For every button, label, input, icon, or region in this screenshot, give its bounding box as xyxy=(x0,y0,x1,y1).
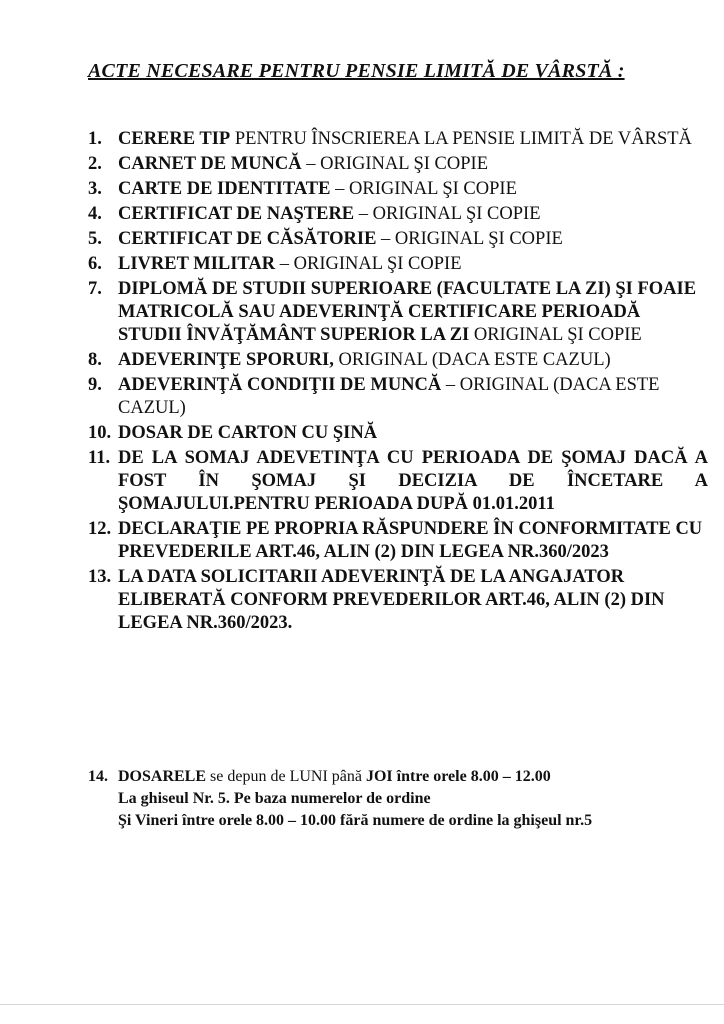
list-item xyxy=(88,203,708,226)
item-number: 5. xyxy=(88,229,102,249)
schedule-text: Vineri între orele 8.00 – 10.00 fără numere de ordine la ghişeul nr.5 xyxy=(131,812,593,829)
list-item xyxy=(88,228,708,251)
list-item xyxy=(88,349,708,372)
item-number: 11. xyxy=(88,448,111,468)
list-item xyxy=(88,278,708,347)
scan-edge-divider xyxy=(0,1004,724,1005)
item-number: 13. xyxy=(88,567,112,587)
schedule-bold-text: Şi xyxy=(118,812,132,829)
item-text: – ORIGINAL (DACA ESTE CAZUL) xyxy=(118,375,660,418)
list-item xyxy=(88,128,708,151)
item-text: – ORIGINAL ŞI COPIE xyxy=(330,179,517,199)
item-number: 14. xyxy=(88,768,108,785)
item-text: – ORIGINAL ŞI COPIE xyxy=(376,229,563,249)
item-text: – ORIGINAL ŞI COPIE xyxy=(301,154,489,174)
item-bold-text: LIVRET MILITAR xyxy=(118,254,276,274)
list-item xyxy=(88,518,708,564)
list-item xyxy=(88,422,708,445)
list-item xyxy=(88,153,708,176)
list-item xyxy=(88,178,708,201)
item-number: 2. xyxy=(88,154,102,174)
schedule-line-3 xyxy=(88,810,718,832)
list-item xyxy=(88,447,708,516)
item-bold-text: DECLARAŢIE PE PROPRIA RĂSPUNDERE ÎN CONFORMITATE CU PREVEDERILE ART.46, ALIN (2) DIN LEGEA NR.360/2023 xyxy=(118,519,703,562)
item-number: 9. xyxy=(88,375,102,395)
item-number: 8. xyxy=(88,350,102,370)
item-bold-text: ADEVERINŢE SPORURI, xyxy=(118,350,334,370)
schedule-text: se depun de LUNI până xyxy=(206,768,366,785)
schedule-note xyxy=(88,766,718,832)
list-item xyxy=(88,253,708,276)
list-item xyxy=(88,566,708,635)
item-bold-text: DOSAR DE CARTON CU ŞINĂ xyxy=(118,423,378,443)
schedule-bold-text: JOI xyxy=(365,768,393,785)
item-bold-text: DE LA SOMAJ ADEVETINŢA CU PERIOADA DE ŞOMAJ DACĂ A FOST ÎN ŞOMAJ ŞI DECIZIA DE ÎNCETARE A ŞOMAJULUI.PENTRU PERIOADA DUPĂ 01.01.2011 xyxy=(118,448,708,514)
item-number: 12. xyxy=(88,519,112,539)
item-bold-text: CARTE DE IDENTITATE xyxy=(118,179,331,199)
item-text: ORIGINAL (DACA ESTE CAZUL) xyxy=(333,350,611,370)
item-text: PENTRU ÎNSCRIEREA LA PENSIE LIMITĂ DE VÂRSTĂ xyxy=(230,129,692,149)
item-number: 10. xyxy=(88,423,112,443)
item-number: 1. xyxy=(88,129,102,149)
item-bold-text: LA DATA SOLICITARII ADEVERINŢĂ DE LA ANGAJATOR ELIBERATĂ CONFORM PREVEDERILOR ART.46, ALIN (2) DIN LEGEA NR.360/2023. xyxy=(118,567,665,633)
item-bold-text: CERERE TIP xyxy=(118,129,231,149)
schedule-line-2: La ghiseul Nr. 5. Pe baza numerelor de ordine xyxy=(118,790,431,807)
item-number: 6. xyxy=(88,254,102,274)
item-number: 7. xyxy=(88,279,102,299)
item-bold-text: ADEVERINŢĂ CONDIŢII DE MUNCĂ xyxy=(118,375,442,395)
item-number: 3. xyxy=(88,179,102,199)
schedule-bold-text: DOSARELE xyxy=(118,768,207,785)
item-text: – ORIGINAL ŞI COPIE xyxy=(275,254,462,274)
item-text: ORIGINAL ŞI COPIE xyxy=(469,325,642,345)
schedule-hours: între orele 8.00 – 12.00 xyxy=(392,768,551,785)
document-title: ACTE NECESARE PENTRU PENSIE LIMITĂ DE VÂRSTĂ : xyxy=(88,60,625,82)
item-bold-text: DIPLOMĂ DE STUDII SUPERIOARE (FACULTATE LA ZI) ŞI FOAIE MATRICOLĂ SAU ADEVERINŢĂ CERTIFICARE PERIOADĂ STUDII ÎNVĂŢĂMÂNT SUPERIOR LA ZI xyxy=(118,279,697,345)
item-text: – ORIGINAL ŞI COPIE xyxy=(354,204,541,224)
item-bold-text: CERTIFICAT DE CĂSĂTORIE xyxy=(118,229,377,249)
item-number: 4. xyxy=(88,204,102,224)
list-item xyxy=(88,374,708,420)
schedule-line-1 xyxy=(88,766,718,788)
item-bold-text: CARNET DE MUNCĂ xyxy=(118,154,302,174)
item-bold-text: CERTIFICAT DE NAŞTERE xyxy=(118,204,355,224)
requirements-list xyxy=(88,128,708,637)
